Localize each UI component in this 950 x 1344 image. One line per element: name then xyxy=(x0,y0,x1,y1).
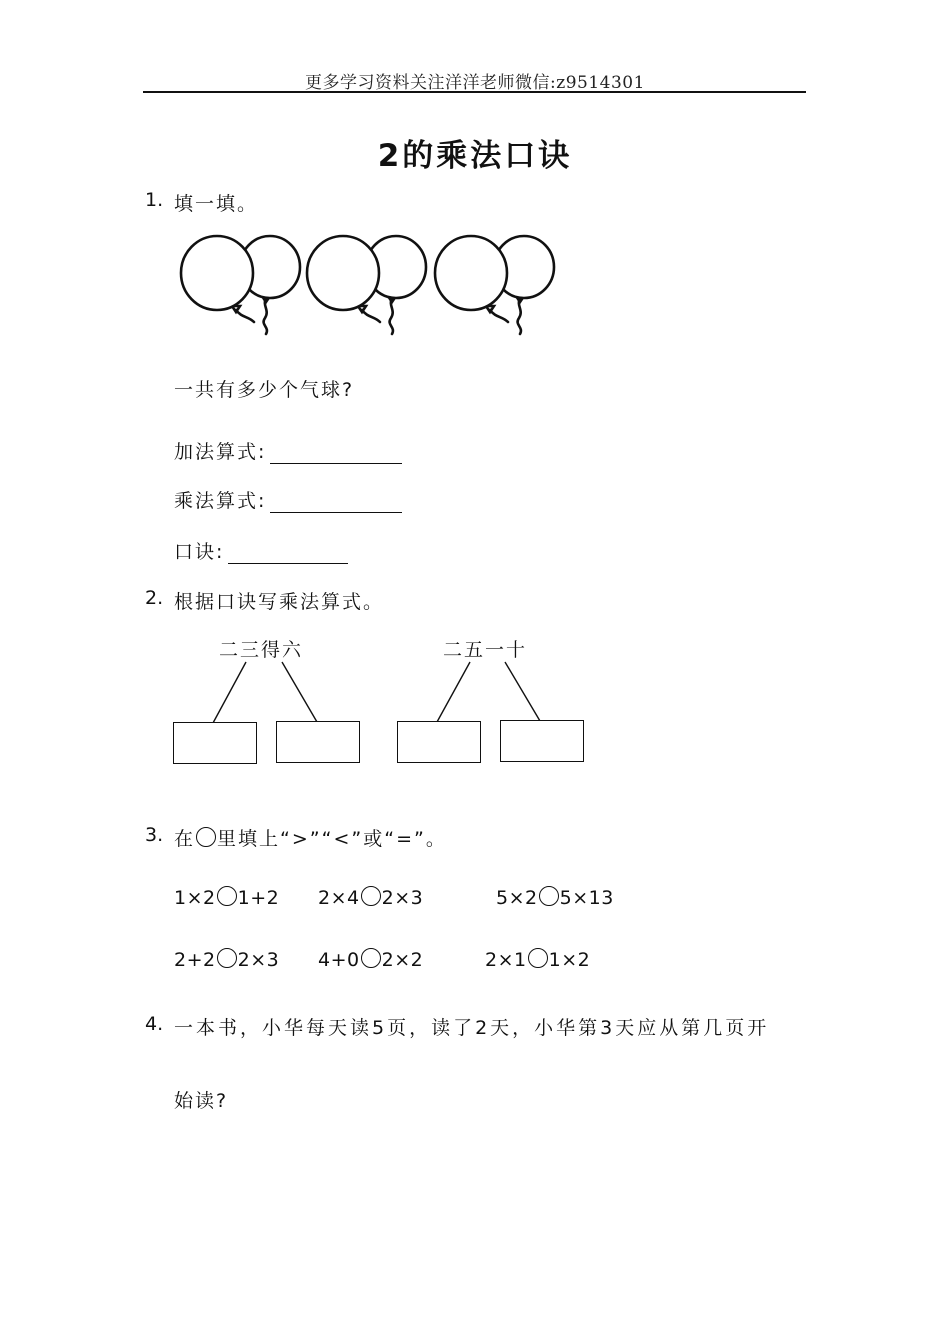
q2-number: 2. xyxy=(145,587,164,609)
q4-line-1: 一本书，小华每天读5页，读了2天，小华第3天应从第几页开 xyxy=(174,1017,770,1039)
q4-number: 4. xyxy=(145,1013,164,1035)
circle-symbol-icon xyxy=(196,827,216,847)
q1-prompt: 填一填。 xyxy=(174,193,259,215)
compare-item xyxy=(485,948,590,971)
compare-left: 4+0 xyxy=(318,949,360,971)
compare-right: 5×13 xyxy=(559,887,614,909)
q1-number: 1. xyxy=(145,189,164,211)
compare-left: 2+2 xyxy=(174,949,216,971)
compare-circle[interactable] xyxy=(217,948,237,968)
answer-box-1a[interactable] xyxy=(173,722,257,764)
compare-left: 2×1 xyxy=(485,949,527,971)
rhyme-label-1: 二三得六 xyxy=(219,639,304,661)
q3-prompt xyxy=(174,824,447,851)
compare-right: 2×2 xyxy=(381,949,424,971)
compare-circle[interactable] xyxy=(539,886,559,906)
page-title: 2的乘法口诀 xyxy=(377,138,573,174)
compare-item xyxy=(174,886,279,909)
compare-left: 5×2 xyxy=(496,887,538,909)
answer-box-1b[interactable] xyxy=(276,721,360,763)
compare-item xyxy=(174,948,279,971)
compare-circle[interactable] xyxy=(528,948,548,968)
q4-line-2: 始读? xyxy=(174,1090,229,1112)
compare-circle[interactable] xyxy=(217,886,237,906)
compare-item xyxy=(318,948,423,971)
q1-rhyme-label: 口诀: xyxy=(174,541,225,563)
answer-box-2a[interactable] xyxy=(397,721,481,763)
compare-right: 2×3 xyxy=(237,949,280,971)
compare-item xyxy=(318,886,423,909)
q1-add-label: 加法算式: xyxy=(174,441,267,463)
compare-circle[interactable] xyxy=(361,886,381,906)
compare-circle[interactable] xyxy=(361,948,381,968)
compare-left: 1×2 xyxy=(174,887,216,909)
q3-prompt-start: 在 xyxy=(174,828,196,850)
answer-box-2b[interactable] xyxy=(500,720,584,762)
rhyme-label-2: 二五一十 xyxy=(443,639,528,661)
compare-right: 1+2 xyxy=(237,887,280,909)
q1-question: 一共有多少个气球? xyxy=(174,379,355,401)
q3-number: 3. xyxy=(145,824,164,846)
compare-right: 2×3 xyxy=(381,887,424,909)
compare-item xyxy=(496,886,614,909)
compare-right: 1×2 xyxy=(548,949,591,971)
q3-prompt-end: 里填上“>”“<”或“=”。 xyxy=(217,828,447,850)
q1-mul-label: 乘法算式: xyxy=(174,490,267,512)
header-note: 更多学习资料关注洋洋老师微信:z9514301 xyxy=(305,73,645,93)
compare-left: 2×4 xyxy=(318,887,360,909)
q2-prompt: 根据口诀写乘法算式。 xyxy=(174,591,385,613)
